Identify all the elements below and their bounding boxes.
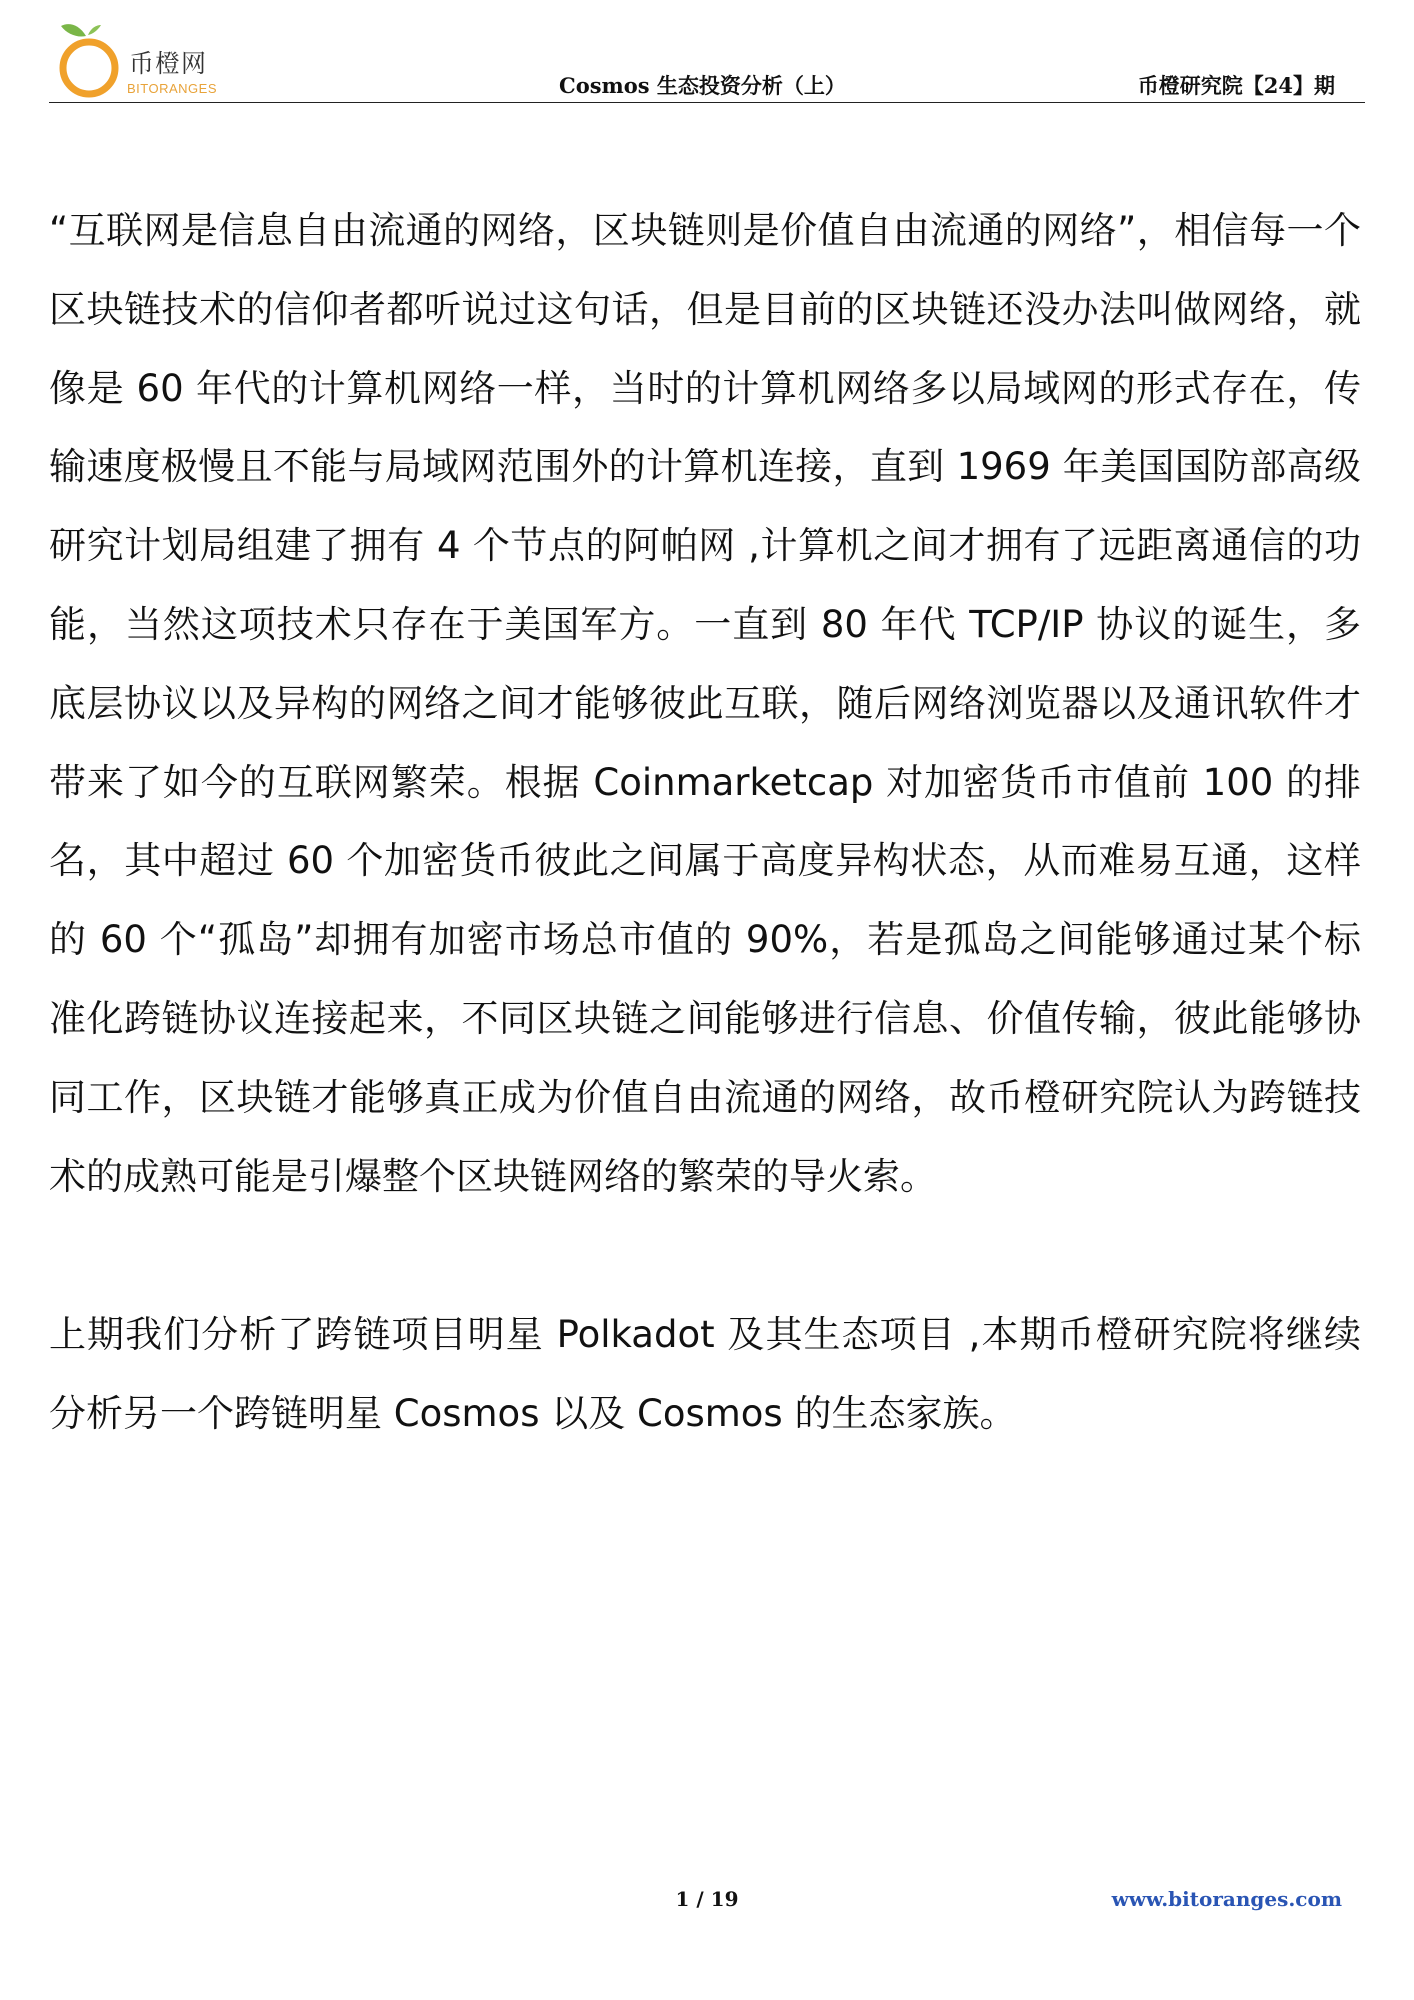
body-paragraph: “互联网是信息自由流通的网络，区块链则是价值自由流通的网络”，相信每一个区块链技术的信仰者都听说过这句话，但是目前的区块链还没办法叫做网络，就像是 60 年代的计算机网络一样，当时的计算机网络多以局域网的形式存在，传输速度极慢且不能与局域网范围外的计算机连接，直到 1969 年美国国防部高级研究计划局组建了拥有 4 个节点的阿帕网 ,计算机之间才拥有了远距离通信的功能，当然这项技术只存在于美国军方。一直到 80 年代 TCP/IP 协议的诞生，多底层协议以及异构的网络之间才能够彼此互联，随后网络浏览器以及通讯软件才带来了如今的互联网繁荣。根据 Coinmarketcap 对加密货币市值前 100 的排名，其中超过 60 个加密货币彼此之间属于高度异构状态，从而难易互通，这样的 60 个“孤岛”却拥有加密市场总市值的 90%，若是孤岛之间能够通过某个标准化跨链协议连接起来，不同区块链之间能够进行信息、价值传输，彼此能够协同工作，区块链才能够真正成为价值自由流通的网络，故币橙研究院认为跨链技术的成熟可能是引爆整个区块链网络的繁荣的导火索。 [49,209,1361,1198]
header-divider [49,102,1365,103]
logo-chinese-name: 币橙网 [129,49,208,78]
orange-fruit-icon [55,18,125,100]
logo-english-name: BITORANGES [127,81,218,96]
brand-logo [55,18,245,100]
website-link[interactable]: www.bitoranges.com [1111,1887,1342,1911]
body-paragraph: 上期我们分析了跨链项目明星 Polkadot 及其生态项目 ,本期币橙研究院将继续分析另一个跨链明星 Cosmos 以及 Cosmos 的生态家族。 [49,1313,1361,1436]
page-header [49,18,1365,104]
page-number: 1 / 19 [675,1887,739,1911]
document-body [49,192,1361,1454]
document-title: Cosmos 生态投资分析（上） [559,73,846,98]
issue-label: 币橙研究院【24】期 [1137,73,1335,98]
